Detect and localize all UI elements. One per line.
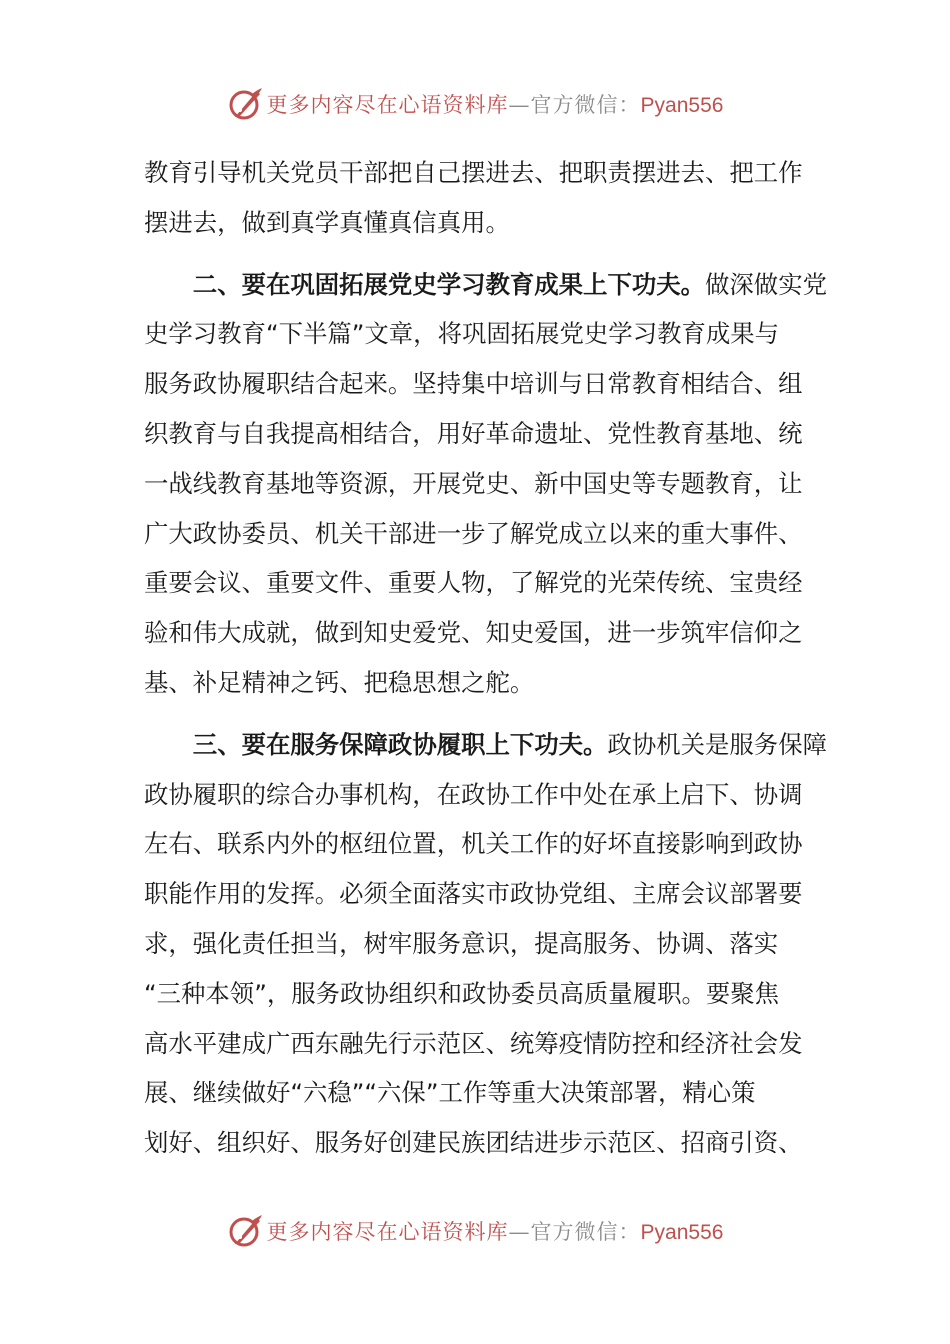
watermark-dash: —	[508, 93, 531, 117]
body-line: 基、补足精神之钙、把稳思想之舵。	[144, 667, 535, 697]
body-line: 展、继续做好“六稳”“六保”工作等重大决策部署，精心策	[144, 1078, 756, 1108]
body-line: 政协履职的综合办事机构，在政协工作中处在承上启下、协调	[144, 779, 803, 809]
watermark-text	[267, 89, 724, 119]
body-line: 求，强化责任担当，树牢服务意识，提高服务、协调、落实	[144, 928, 779, 958]
body-line: 服务政协履职结合起来。坚持集中培训与日常教育相结合、组	[144, 369, 803, 399]
body-line: 职能作用的发挥。必须全面落实市政协党组、主席会议部署要	[144, 879, 803, 909]
body-line: 验和伟大成就，做到知史爱党、知史爱国，进一步筑牢信仰之	[144, 618, 803, 648]
section-two-lead: 做深做实党	[705, 269, 827, 299]
document-body	[144, 148, 827, 1168]
watermark-wechat-id: Pyan556	[640, 1221, 724, 1244]
watermark-wechat-id: Pyan556	[640, 94, 724, 117]
body-line: 划好、组织好、服务好创建民族团结进步示范区、招商引资、	[144, 1128, 803, 1158]
quill-logo-icon	[227, 86, 263, 122]
body-line: “三种本领”，服务政协组织和政协委员高质量履职。要聚焦	[144, 978, 780, 1008]
body-line: 重要会议、重要文件、重要人物，了解党的光荣传统、宝贵经	[144, 568, 803, 598]
quill-logo-icon	[227, 1213, 263, 1249]
body-line: 摆进去，做到真学真懂真信真用。	[144, 207, 510, 237]
section-three-heading: 三、要在服务保障政协履职上下功夫。	[192, 729, 608, 759]
watermark-text	[267, 1216, 724, 1246]
body-line: 广大政协委员、机关干部进一步了解党成立以来的重大事件、	[144, 518, 803, 548]
body-line: 高水平建成广西东融先行示范区、统筹疫情防控和经济社会发	[144, 1028, 803, 1058]
section-two-heading: 二、要在巩固拓展党史学习教育成果上下功夫。	[192, 269, 706, 299]
watermark-header	[0, 84, 950, 124]
body-line: 一战线教育基地等资源，开展党史、新中国史等专题教育，让	[144, 468, 803, 498]
body-line: 左右、联系内外的枢纽位置，机关工作的好坏直接影响到政协	[144, 829, 803, 859]
section-two-first-line	[144, 260, 827, 310]
watermark-site: 更多内容尽在心语资料库	[266, 1220, 509, 1244]
watermark-wechat-label: 官方微信：	[530, 93, 641, 117]
body-line: 史学习教育“下半篇”文章，将巩固拓展党史学习教育成果与	[144, 319, 780, 349]
watermark-dash: —	[508, 1220, 531, 1244]
watermark-wechat-label: 官方微信：	[530, 1220, 641, 1244]
section-three-first-line	[144, 720, 827, 770]
watermark-site: 更多内容尽在心语资料库	[266, 93, 509, 117]
body-line: 教育引导机关党员干部把自己摆进去、把职责摆进去、把工作	[144, 158, 803, 187]
section-three-lead: 政协机关是服务保障	[607, 729, 827, 759]
watermark-footer	[0, 1211, 950, 1251]
body-line: 织教育与自我提高相结合，用好革命遗址、党性教育基地、统	[144, 418, 803, 448]
